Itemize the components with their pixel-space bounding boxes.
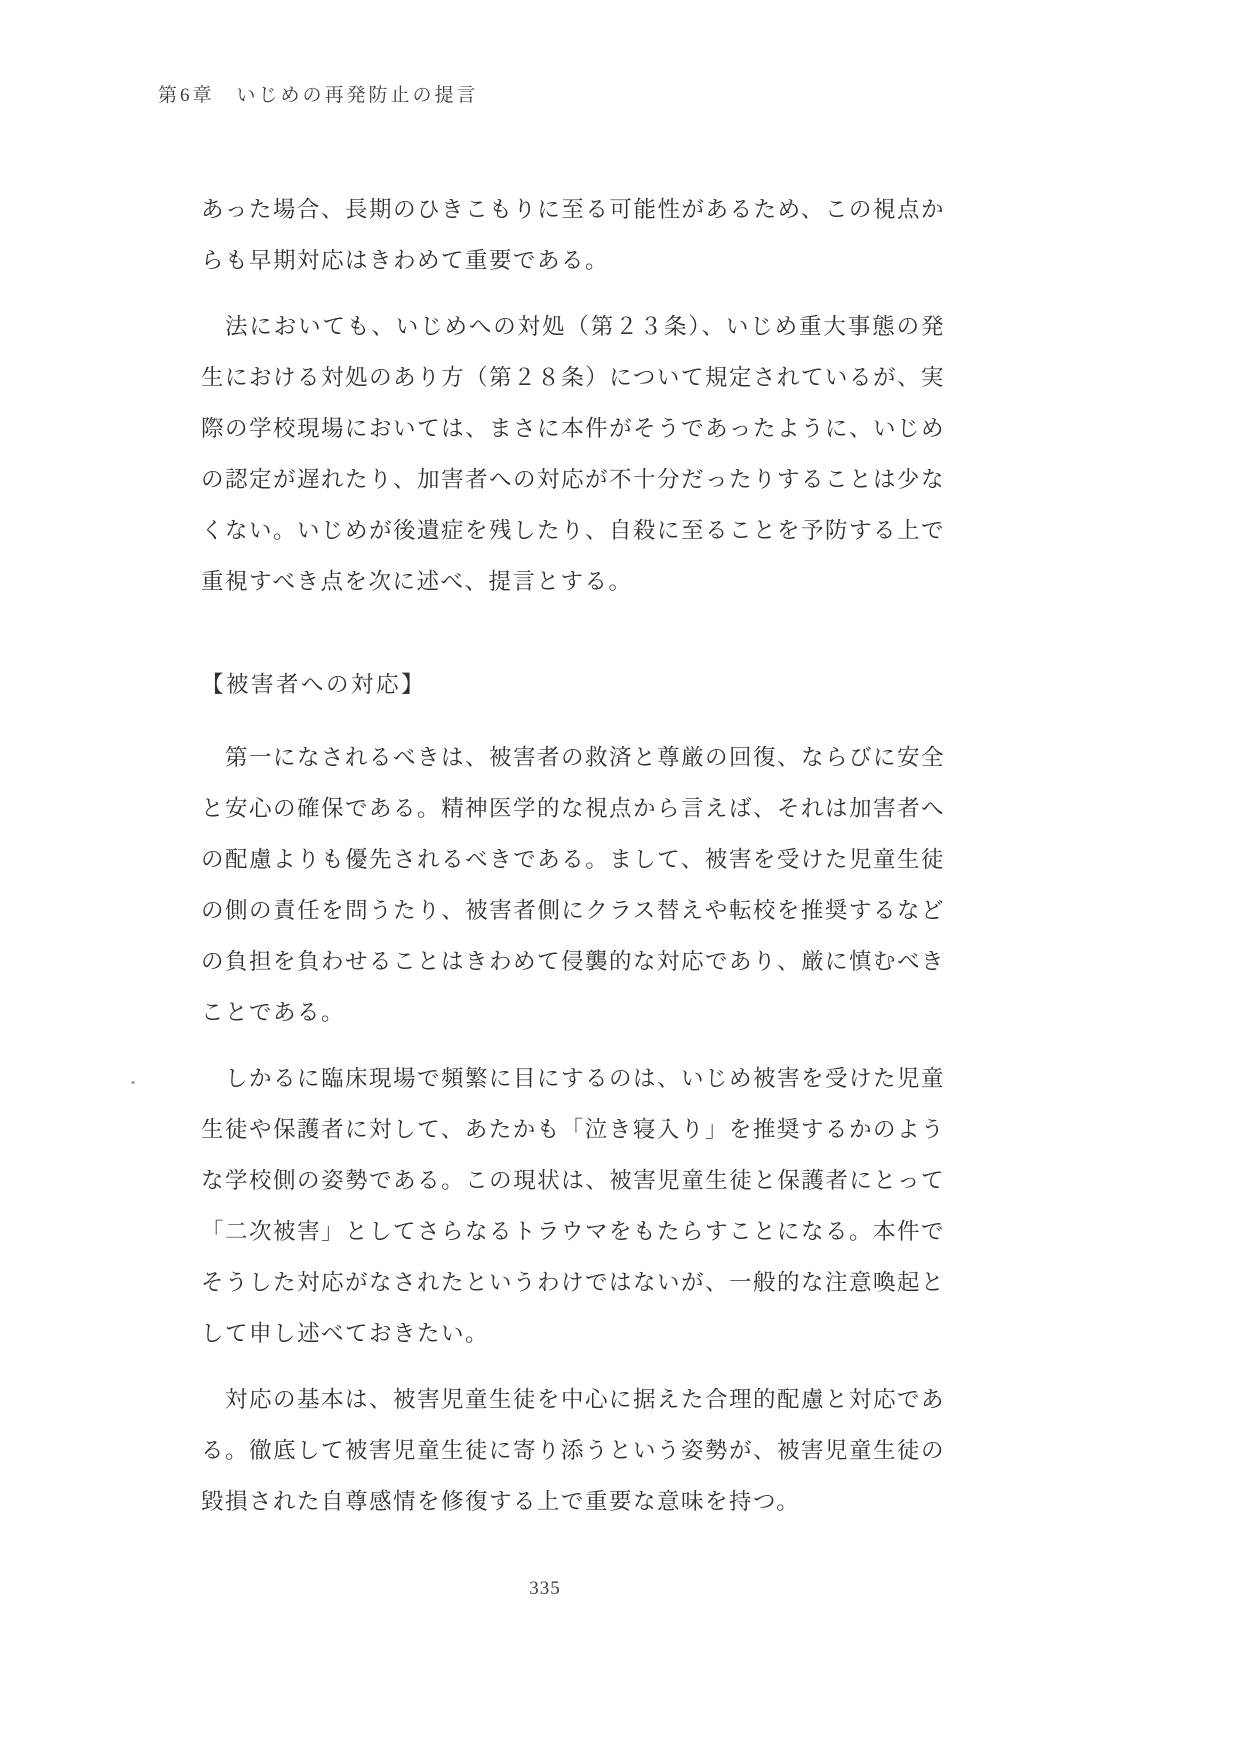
page-body: [201, 184, 945, 1542]
paragraph-victim-relief: 第一になされるべきは、被害者の救済と尊厳の回復、ならびに安全と安心の確保である。精神医学的な視点から言えば、それは加害者への配慮よりも優先されるべきである。まして、被害を受けた児童生徒の側の責任を問うたり、被害者側にクラス替えや転校を推奨するなどの負担を負わせることはきわめて侵襲的な対応であり、厳に慎むべきことである。: [201, 745, 946, 1025]
page-number: 335: [529, 1578, 561, 1599]
section-heading-victim-response: 【被害者への対応】: [201, 672, 427, 697]
chapter-running-header: 第6章 いじめの再発防止の提言: [158, 85, 479, 106]
scan-artifact: [131, 1081, 135, 1084]
paragraph-law-reference: 法においても、いじめへの対処（第２３条）、いじめ重大事態の発生における対処のあり方（第２８条）について規定されているが、実際の学校現場においては、まさに本件がそうであったように、いじめの認定が遅れたり、加害者への対応が不十分だったりすることは少なくない。いじめが後遺症を残したり、自殺に至ることを予防する上で重視すべき点を次に述べ、提言とする。: [201, 314, 946, 594]
paragraph-response-basics: 対応の基本は、被害児童生徒を中心に据えた合理的配慮と対応である。徹底して被害児童生徒に寄り添うという姿勢が、被害児童生徒の毀損された自尊感情を修復する上で重要な意味を持つ。: [201, 1387, 946, 1514]
paragraph-continuation: あった場合、長期のひきこもりに至る可能性があるため、この視点からも早期対応はきわめて重要である。: [201, 197, 945, 273]
paragraph-clinical-observation: しかるに臨床現場で頻繁に目にするのは、いじめ被害を受けた児童生徒や保護者に対して、あたかも「泣き寝入り」を推奨するかのような学校側の姿勢である。この現状は、被害児童生徒と保護者にとって「二次被害」としてさらなるトラウマをもたらすことになる。本件でそうした対応がなされたというわけではないが、一般的な注意喚起として申し述べておきたい。: [201, 1066, 946, 1346]
